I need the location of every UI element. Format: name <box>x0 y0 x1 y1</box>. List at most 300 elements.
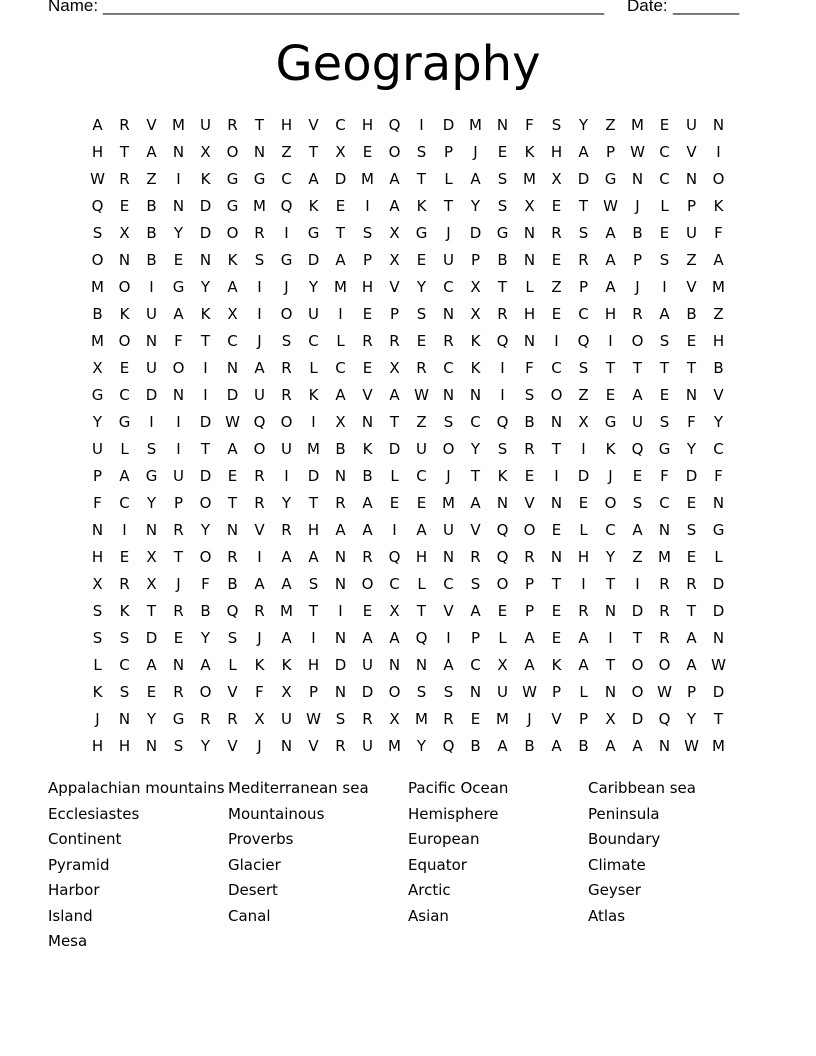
grid-letter[interactable]: G <box>172 710 185 728</box>
grid-letter[interactable]: I <box>581 440 586 458</box>
grid-letter[interactable]: N <box>172 386 185 404</box>
grid-letter[interactable]: A <box>227 440 238 458</box>
grid-letter[interactable]: C <box>281 170 292 188</box>
grid-letter[interactable]: D <box>469 224 482 242</box>
grid-letter[interactable]: Y <box>92 413 103 431</box>
grid-letter[interactable]: E <box>470 710 481 728</box>
grid-letter[interactable]: H <box>361 278 374 296</box>
grid-letter[interactable]: Q <box>577 332 590 350</box>
grid-letter[interactable]: S <box>497 170 508 188</box>
grid-letter[interactable]: V <box>227 737 238 755</box>
grid-letter[interactable]: I <box>176 440 181 458</box>
grid-letter[interactable]: D <box>631 602 644 620</box>
grid-letter[interactable]: P <box>524 575 535 593</box>
grid-letter[interactable]: K <box>200 305 211 323</box>
grid-letter[interactable]: P <box>605 143 616 161</box>
grid-letter[interactable]: I <box>149 278 154 296</box>
grid-letter[interactable]: O <box>199 683 212 701</box>
grid-letter[interactable]: S <box>308 575 319 593</box>
grid-letter[interactable]: U <box>173 467 184 485</box>
grid-letter[interactable]: X <box>470 278 481 296</box>
grid-letter[interactable]: E <box>362 602 373 620</box>
grid-letter[interactable]: I <box>554 467 559 485</box>
grid-letter[interactable]: X <box>119 224 130 242</box>
grid-letter[interactable]: L <box>444 170 453 188</box>
grid-letter[interactable]: R <box>362 332 373 350</box>
grid-letter[interactable]: O <box>280 305 293 323</box>
grid-letter[interactable]: M <box>469 116 482 134</box>
grid-letter[interactable]: U <box>362 656 373 674</box>
grid-letter[interactable]: N <box>685 170 698 188</box>
grid-letter[interactable]: R <box>686 575 697 593</box>
grid-letter[interactable]: A <box>470 494 481 512</box>
grid-letter[interactable]: N <box>91 521 104 539</box>
grid-letter[interactable]: S <box>92 602 103 620</box>
grid-letter[interactable]: E <box>686 332 697 350</box>
grid-letter[interactable]: O <box>280 413 293 431</box>
grid-letter[interactable]: S <box>632 494 643 512</box>
grid-letter[interactable]: O <box>442 440 455 458</box>
grid-letter[interactable]: K <box>524 143 535 161</box>
grid-letter[interactable]: N <box>469 386 482 404</box>
grid-letter[interactable]: Y <box>308 278 319 296</box>
grid-letter[interactable]: R <box>173 602 184 620</box>
grid-letter[interactable]: N <box>442 386 455 404</box>
grid-letter[interactable]: U <box>443 521 454 539</box>
grid-letter[interactable]: R <box>659 575 670 593</box>
grid-letter[interactable]: H <box>604 305 617 323</box>
grid-letter[interactable]: A <box>551 737 562 755</box>
grid-letter[interactable]: U <box>254 386 265 404</box>
grid-letter[interactable]: M <box>712 737 725 755</box>
grid-letter[interactable]: F <box>660 467 669 485</box>
grid-letter[interactable]: M <box>91 332 104 350</box>
grid-letter[interactable]: X <box>335 143 346 161</box>
grid-letter[interactable]: E <box>146 683 157 701</box>
grid-letter[interactable]: A <box>524 629 535 647</box>
grid-letter[interactable]: X <box>524 197 535 215</box>
grid-letter[interactable]: C <box>308 332 319 350</box>
grid-letter[interactable]: H <box>415 548 428 566</box>
grid-letter[interactable]: D <box>712 575 725 593</box>
grid-letter[interactable]: I <box>149 413 154 431</box>
grid-letter[interactable]: A <box>362 494 373 512</box>
grid-letter[interactable]: Q <box>631 440 644 458</box>
grid-letter[interactable]: M <box>712 278 725 296</box>
grid-letter[interactable]: I <box>311 413 316 431</box>
grid-letter[interactable]: B <box>470 737 481 755</box>
grid-letter[interactable]: X <box>254 710 265 728</box>
grid-letter[interactable]: N <box>415 656 428 674</box>
grid-letter[interactable]: N <box>604 683 617 701</box>
grid-letter[interactable]: C <box>443 575 454 593</box>
grid-letter[interactable]: G <box>307 224 320 242</box>
grid-letter[interactable]: J <box>176 575 181 593</box>
grid-letter[interactable]: X <box>389 224 400 242</box>
grid-letter[interactable]: N <box>172 656 185 674</box>
grid-letter[interactable]: O <box>172 359 185 377</box>
grid-letter[interactable]: N <box>334 683 347 701</box>
grid-letter[interactable]: C <box>389 575 400 593</box>
grid-letter[interactable]: V <box>362 386 373 404</box>
grid-letter[interactable]: O <box>226 224 239 242</box>
grid-letter[interactable]: R <box>578 602 589 620</box>
grid-letter[interactable]: Y <box>470 197 481 215</box>
grid-letter[interactable]: V <box>713 386 724 404</box>
grid-letter[interactable]: X <box>92 575 103 593</box>
grid-letter[interactable]: O <box>388 143 401 161</box>
grid-letter[interactable]: T <box>146 602 157 620</box>
grid-letter[interactable]: K <box>92 683 103 701</box>
grid-letter[interactable]: E <box>551 629 562 647</box>
grid-letter[interactable]: W <box>630 143 645 161</box>
grid-letter[interactable]: Y <box>416 278 427 296</box>
grid-letter[interactable]: I <box>662 278 667 296</box>
grid-letter[interactable]: V <box>686 143 697 161</box>
grid-letter[interactable]: Y <box>200 521 211 539</box>
grid-letter[interactable]: P <box>92 467 103 485</box>
grid-letter[interactable]: N <box>712 629 725 647</box>
grid-letter[interactable]: T <box>605 359 616 377</box>
grid-letter[interactable]: R <box>173 521 184 539</box>
grid-letter[interactable]: Q <box>496 332 509 350</box>
grid-letter[interactable]: D <box>199 197 212 215</box>
grid-letter[interactable]: R <box>119 575 130 593</box>
grid-letter[interactable]: R <box>227 116 238 134</box>
grid-letter[interactable]: J <box>257 332 262 350</box>
grid-letter[interactable]: N <box>253 143 266 161</box>
grid-letter[interactable]: Q <box>658 710 671 728</box>
grid-letter[interactable]: L <box>579 521 588 539</box>
grid-letter[interactable]: A <box>173 305 184 323</box>
grid-letter[interactable]: D <box>226 386 239 404</box>
grid-letter[interactable]: A <box>659 305 670 323</box>
grid-letter[interactable]: S <box>362 224 373 242</box>
grid-letter[interactable]: D <box>442 116 455 134</box>
grid-letter[interactable]: J <box>257 737 262 755</box>
grid-letter[interactable]: M <box>523 170 536 188</box>
grid-letter[interactable]: C <box>470 413 481 431</box>
grid-letter[interactable]: P <box>578 710 589 728</box>
grid-letter[interactable]: P <box>470 629 481 647</box>
grid-letter[interactable]: A <box>605 737 616 755</box>
grid-letter[interactable]: S <box>92 224 103 242</box>
grid-letter[interactable]: E <box>173 629 184 647</box>
grid-letter[interactable]: J <box>257 629 262 647</box>
grid-letter[interactable]: O <box>388 683 401 701</box>
grid-letter[interactable]: Q <box>496 548 509 566</box>
grid-letter[interactable]: K <box>227 251 238 269</box>
grid-letter[interactable]: A <box>632 386 643 404</box>
grid-letter[interactable]: M <box>307 440 320 458</box>
grid-letter[interactable]: Q <box>388 548 401 566</box>
grid-letter[interactable]: W <box>414 386 429 404</box>
grid-letter[interactable]: O <box>253 440 266 458</box>
grid-letter[interactable]: T <box>254 116 265 134</box>
grid-letter[interactable]: A <box>470 602 481 620</box>
grid-letter[interactable]: T <box>578 197 589 215</box>
grid-letter[interactable]: H <box>280 116 293 134</box>
grid-letter[interactable]: P <box>173 494 184 512</box>
grid-letter[interactable]: N <box>334 467 347 485</box>
grid-letter[interactable]: H <box>91 548 104 566</box>
grid-letter[interactable]: F <box>714 224 723 242</box>
grid-letter[interactable]: R <box>281 521 292 539</box>
grid-letter[interactable]: U <box>443 251 454 269</box>
grid-letter[interactable]: Y <box>713 413 724 431</box>
grid-letter[interactable]: T <box>173 548 184 566</box>
grid-letter[interactable]: A <box>632 737 643 755</box>
grid-letter[interactable]: R <box>119 116 130 134</box>
grid-letter[interactable]: X <box>497 656 508 674</box>
grid-letter[interactable]: J <box>446 467 451 485</box>
name-blank-line[interactable]: _____________________________________________________ <box>103 0 605 15</box>
grid-letter[interactable]: H <box>577 548 590 566</box>
grid-letter[interactable]: F <box>174 332 183 350</box>
grid-letter[interactable]: B <box>632 224 643 242</box>
grid-letter[interactable]: E <box>497 602 508 620</box>
grid-letter[interactable]: C <box>470 656 481 674</box>
grid-letter[interactable]: K <box>200 170 211 188</box>
grid-letter[interactable]: C <box>659 143 670 161</box>
grid-letter[interactable]: T <box>308 494 319 512</box>
grid-letter[interactable]: H <box>118 737 131 755</box>
grid-letter[interactable]: I <box>338 602 343 620</box>
grid-letter[interactable]: P <box>686 683 697 701</box>
grid-letter[interactable]: A <box>470 170 481 188</box>
grid-letter[interactable]: A <box>389 386 400 404</box>
grid-letter[interactable]: Y <box>146 710 157 728</box>
grid-letter[interactable]: E <box>659 116 670 134</box>
grid-letter[interactable]: N <box>226 521 239 539</box>
grid-letter[interactable]: L <box>120 440 129 458</box>
grid-letter[interactable]: V <box>551 710 562 728</box>
grid-letter[interactable]: E <box>119 197 130 215</box>
grid-letter[interactable]: Y <box>200 629 211 647</box>
grid-letter[interactable]: X <box>146 548 157 566</box>
grid-letter[interactable]: I <box>635 575 640 593</box>
grid-letter[interactable]: H <box>550 143 563 161</box>
grid-letter[interactable]: V <box>254 521 265 539</box>
grid-letter[interactable]: Y <box>146 494 157 512</box>
grid-letter[interactable]: E <box>524 467 535 485</box>
grid-letter[interactable]: E <box>551 305 562 323</box>
grid-letter[interactable]: S <box>443 683 454 701</box>
grid-letter[interactable]: H <box>361 116 374 134</box>
grid-letter[interactable]: O <box>658 656 671 674</box>
grid-letter[interactable]: W <box>711 656 726 674</box>
grid-letter[interactable]: M <box>361 170 374 188</box>
grid-letter[interactable]: V <box>227 683 238 701</box>
grid-letter[interactable]: N <box>226 359 239 377</box>
grid-letter[interactable]: K <box>416 197 427 215</box>
grid-letter[interactable]: R <box>443 332 454 350</box>
grid-letter[interactable]: Q <box>415 629 428 647</box>
grid-letter[interactable]: R <box>362 548 373 566</box>
grid-letter[interactable]: E <box>362 359 373 377</box>
grid-letter[interactable]: T <box>632 359 643 377</box>
grid-letter[interactable]: N <box>334 629 347 647</box>
grid-letter[interactable]: M <box>334 278 347 296</box>
grid-letter[interactable]: G <box>226 197 239 215</box>
grid-letter[interactable]: R <box>173 683 184 701</box>
grid-letter[interactable]: U <box>632 413 643 431</box>
grid-letter[interactable]: B <box>200 602 211 620</box>
grid-letter[interactable]: Z <box>416 413 427 431</box>
grid-letter[interactable]: S <box>443 413 454 431</box>
grid-letter[interactable]: R <box>281 386 292 404</box>
grid-letter[interactable]: U <box>416 440 427 458</box>
grid-letter[interactable]: W <box>657 683 672 701</box>
grid-letter[interactable]: R <box>551 224 562 242</box>
grid-letter[interactable]: N <box>658 521 671 539</box>
grid-letter[interactable]: N <box>712 494 725 512</box>
grid-letter[interactable]: P <box>470 251 481 269</box>
grid-letter[interactable]: T <box>686 602 697 620</box>
grid-letter[interactable]: U <box>308 305 319 323</box>
grid-letter[interactable]: O <box>496 575 509 593</box>
grid-letter[interactable]: R <box>497 305 508 323</box>
grid-letter[interactable]: E <box>686 548 697 566</box>
grid-letter[interactable]: N <box>685 386 698 404</box>
grid-letter[interactable]: S <box>578 224 589 242</box>
grid-letter[interactable]: C <box>443 278 454 296</box>
grid-letter[interactable]: I <box>581 575 586 593</box>
grid-letter[interactable]: Z <box>551 278 562 296</box>
grid-letter[interactable]: S <box>254 251 265 269</box>
grid-letter[interactable]: B <box>335 440 346 458</box>
grid-letter[interactable]: I <box>446 629 451 647</box>
grid-letter[interactable]: Z <box>632 548 643 566</box>
grid-letter[interactable]: S <box>578 359 589 377</box>
grid-letter[interactable]: N <box>631 170 644 188</box>
grid-letter[interactable]: A <box>362 629 373 647</box>
grid-letter[interactable]: T <box>389 413 400 431</box>
grid-letter[interactable]: D <box>145 386 158 404</box>
grid-letter[interactable]: I <box>716 143 721 161</box>
grid-letter[interactable]: R <box>443 710 454 728</box>
grid-letter[interactable]: A <box>146 143 157 161</box>
grid-letter[interactable]: B <box>713 359 724 377</box>
grid-letter[interactable]: D <box>334 656 347 674</box>
grid-letter[interactable]: A <box>119 467 130 485</box>
grid-letter[interactable]: O <box>199 548 212 566</box>
grid-letter[interactable]: N <box>145 737 158 755</box>
grid-letter[interactable]: S <box>416 305 427 323</box>
grid-letter[interactable]: N <box>280 737 293 755</box>
date-blank-line[interactable]: _______ <box>673 0 740 15</box>
grid-letter[interactable]: A <box>389 197 400 215</box>
grid-letter[interactable]: F <box>255 683 264 701</box>
grid-letter[interactable]: Y <box>200 278 211 296</box>
grid-letter[interactable]: Y <box>686 710 697 728</box>
grid-letter[interactable]: S <box>92 629 103 647</box>
grid-letter[interactable]: Z <box>281 143 292 161</box>
grid-letter[interactable]: C <box>227 332 238 350</box>
grid-letter[interactable]: K <box>281 656 292 674</box>
grid-letter[interactable]: D <box>712 602 725 620</box>
grid-letter[interactable]: A <box>605 224 616 242</box>
grid-letter[interactable]: F <box>525 116 534 134</box>
grid-letter[interactable]: P <box>308 683 319 701</box>
grid-letter[interactable]: N <box>442 305 455 323</box>
grid-letter[interactable]: P <box>524 602 535 620</box>
grid-letter[interactable]: N <box>550 494 563 512</box>
grid-letter[interactable]: G <box>226 170 239 188</box>
grid-letter[interactable]: F <box>525 359 534 377</box>
grid-letter[interactable]: A <box>497 737 508 755</box>
grid-letter[interactable]: R <box>524 440 535 458</box>
grid-letter[interactable]: W <box>603 197 618 215</box>
grid-letter[interactable]: K <box>470 359 481 377</box>
grid-letter[interactable]: O <box>226 143 239 161</box>
grid-letter[interactable]: K <box>308 197 319 215</box>
grid-letter[interactable]: A <box>605 251 616 269</box>
grid-letter[interactable]: I <box>176 170 181 188</box>
grid-letter[interactable]: Y <box>470 440 481 458</box>
grid-letter[interactable]: S <box>281 332 292 350</box>
grid-letter[interactable]: R <box>632 305 643 323</box>
grid-letter[interactable]: O <box>631 656 644 674</box>
grid-letter[interactable]: R <box>254 494 265 512</box>
grid-letter[interactable]: E <box>578 494 589 512</box>
grid-letter[interactable]: S <box>146 440 157 458</box>
grid-letter[interactable]: I <box>419 116 424 134</box>
grid-letter[interactable]: C <box>119 656 130 674</box>
grid-letter[interactable]: H <box>307 521 320 539</box>
grid-letter[interactable]: N <box>361 413 374 431</box>
grid-letter[interactable]: T <box>551 575 562 593</box>
grid-letter[interactable]: G <box>604 413 617 431</box>
grid-letter[interactable]: S <box>470 575 481 593</box>
grid-letter[interactable]: Y <box>281 494 292 512</box>
grid-letter[interactable]: R <box>335 737 346 755</box>
grid-letter[interactable]: M <box>280 602 293 620</box>
grid-letter[interactable]: A <box>335 386 346 404</box>
grid-letter[interactable]: Q <box>388 116 401 134</box>
grid-letter[interactable]: J <box>95 710 100 728</box>
grid-letter[interactable]: V <box>308 116 319 134</box>
grid-letter[interactable]: E <box>551 521 562 539</box>
grid-letter[interactable]: I <box>257 305 262 323</box>
grid-letter[interactable]: H <box>91 737 104 755</box>
grid-letter[interactable]: S <box>416 683 427 701</box>
grid-letter[interactable]: B <box>686 305 697 323</box>
grid-letter[interactable]: C <box>335 359 346 377</box>
grid-letter[interactable]: U <box>281 710 292 728</box>
grid-letter[interactable]: N <box>334 575 347 593</box>
grid-letter[interactable]: U <box>92 440 103 458</box>
grid-letter[interactable]: O <box>631 683 644 701</box>
grid-letter[interactable]: R <box>254 467 265 485</box>
grid-letter[interactable]: C <box>443 359 454 377</box>
grid-letter[interactable]: B <box>497 251 508 269</box>
grid-letter[interactable]: E <box>659 386 670 404</box>
grid-letter[interactable]: W <box>90 170 105 188</box>
grid-letter[interactable]: C <box>119 494 130 512</box>
grid-letter[interactable]: W <box>684 737 699 755</box>
grid-letter[interactable]: D <box>199 413 212 431</box>
grid-letter[interactable]: A <box>146 656 157 674</box>
grid-letter[interactable]: K <box>605 440 616 458</box>
grid-letter[interactable]: A <box>362 521 373 539</box>
grid-letter[interactable]: L <box>390 467 399 485</box>
grid-letter[interactable]: V <box>524 494 535 512</box>
grid-letter[interactable]: K <box>254 656 265 674</box>
grid-letter[interactable]: W <box>522 683 537 701</box>
grid-letter[interactable]: S <box>497 440 508 458</box>
grid-letter[interactable]: P <box>578 278 589 296</box>
